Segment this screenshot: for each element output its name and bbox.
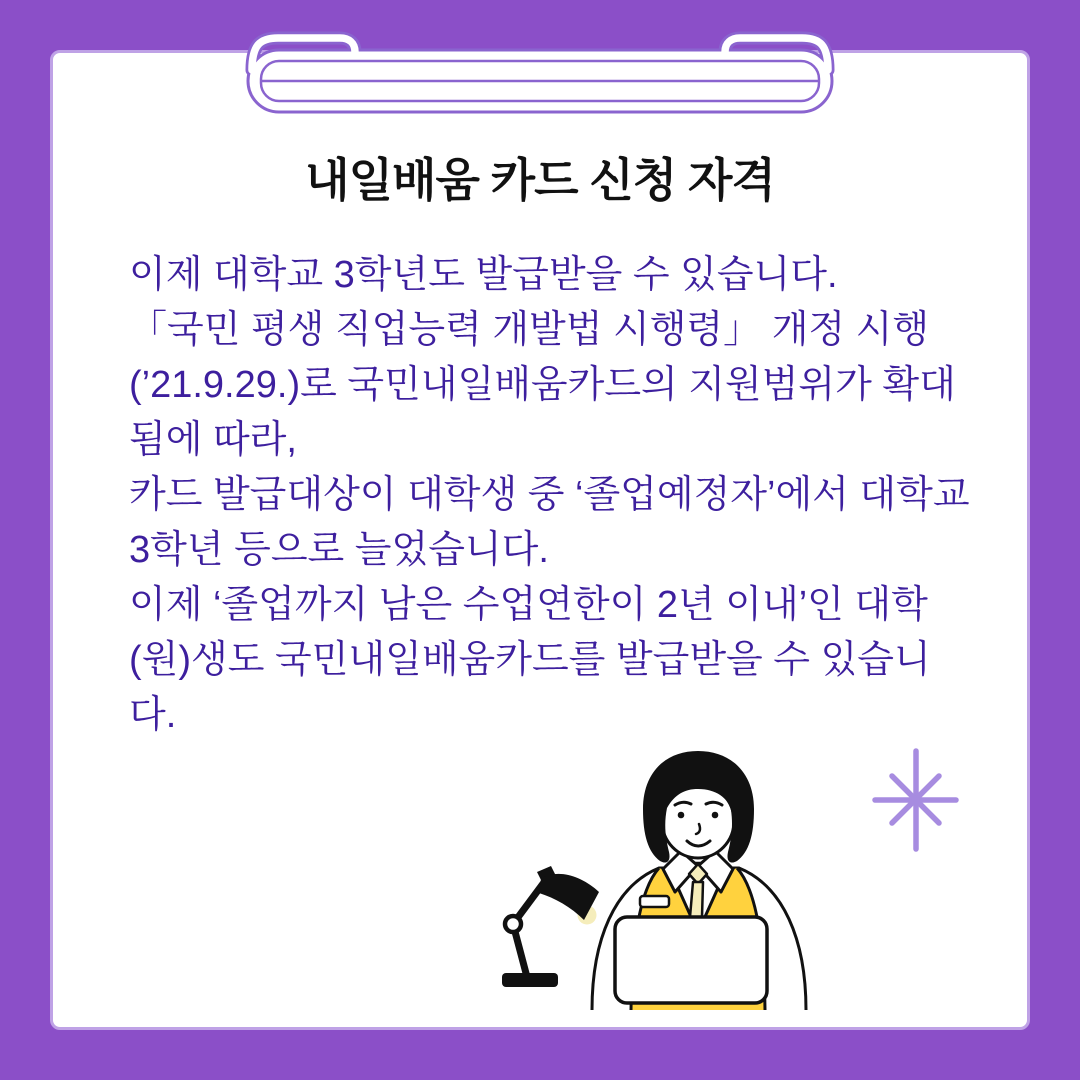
body-text-line: 「국민 평생 직업능력 개발법 시행령」 개정 시행 <box>129 309 930 351</box>
lamp-base <box>502 973 558 987</box>
body-text-line: 이제 대학교 3학년도 발급받을 수 있습니다. <box>129 254 838 296</box>
body-text-line: 이제 ‘졸업까지 남은 수업연한이 2년 이내’인 대학 <box>129 584 928 626</box>
body-text-line: 됨에 따라, <box>129 419 297 461</box>
lamp-joint <box>505 916 521 932</box>
body-text-line: 3학년 등으로 늘었습니다. <box>129 529 549 571</box>
desk-lamp-icon <box>502 866 599 987</box>
laptop <box>615 917 767 1003</box>
body-text-line: (원)생도 국민내일배움카드를 발급받을 수 있습니 <box>129 639 931 681</box>
woman-at-laptop-illustration <box>470 735 820 1030</box>
body-text <box>129 248 969 743</box>
eye-left <box>678 812 685 819</box>
name-tag <box>640 896 669 907</box>
page-title: 내일배움 카드 신청 자격 <box>305 154 775 206</box>
tie-body <box>690 882 703 917</box>
body-text-line: 다. <box>129 694 177 736</box>
body-text-line: (’21.9.29.)로 국민내일배움카드의 지원범위가 확대 <box>129 364 956 406</box>
body-text-line: 카드 발급대상이 대학생 중 ‘졸업예정자’에서 대학교 <box>129 474 970 516</box>
eye-right <box>712 812 719 819</box>
sparkle-icon <box>855 738 975 858</box>
clipboard-clip-icon <box>230 30 850 125</box>
